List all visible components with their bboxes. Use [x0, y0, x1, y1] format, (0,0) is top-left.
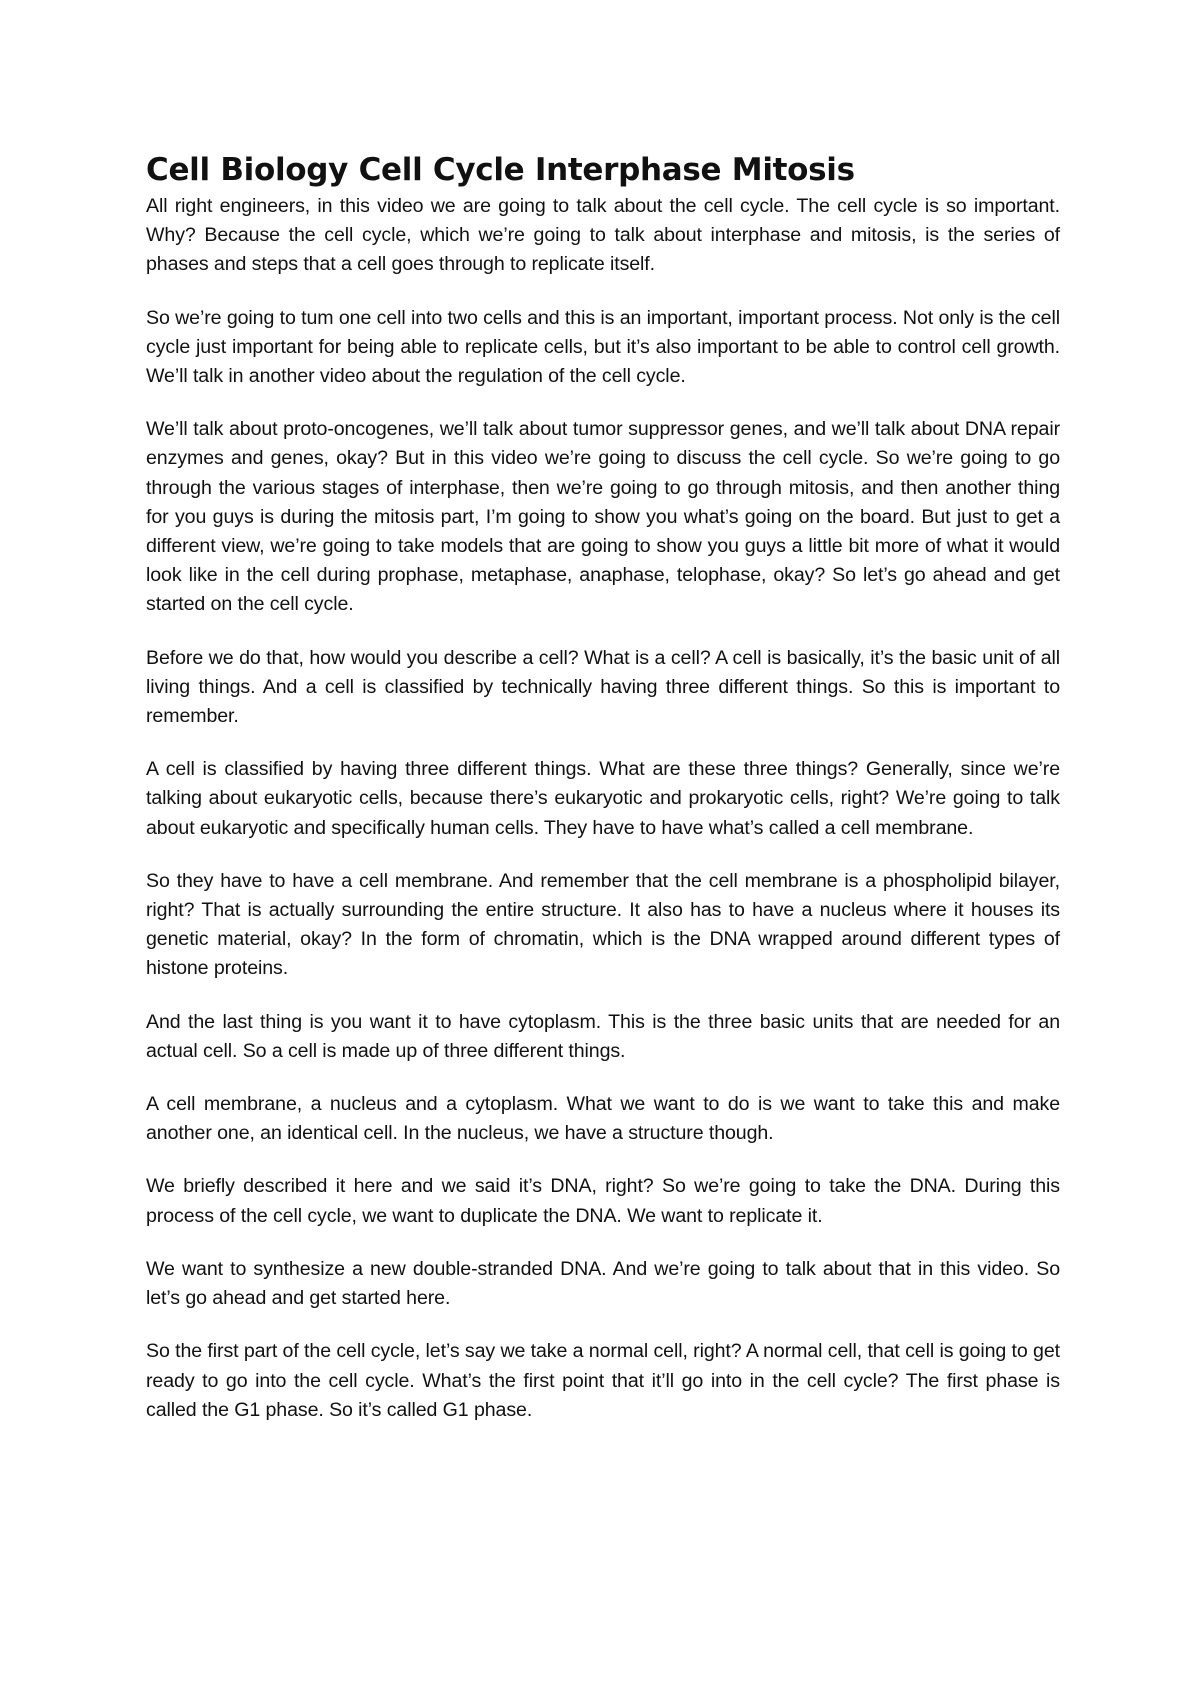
paragraph-intro: All right engineers, in this video we are going to talk about the cell cycle. The cell cycle is so important. Why? Because the cell cycle, which we’re going to talk about interphase and mitosis, is the series of phases and steps that a cell goes through to replicate itself.	[146, 195, 1060, 276]
paragraph-cell-membrane: So they have to have a cell membrane. And remember that the cell membrane is a phospholipid bilayer, right? That is actually surrounding the entire structure. It also has to have a nucleus where it houses its genetic material, okay? In the form of chromatin, which is the DNA wrapped around different types of histone proteins.	[146, 869, 1060, 980]
paragraph-synthesize-dna: We want to synthesize a new double-stranded DNA. And we’re going to talk about that in this video. So let’s go ahead and get started here.	[146, 1257, 1060, 1310]
paragraph-cytoplasm: And the last thing is you want it to have cytoplasm. This is the three basic units that are needed for an actual cell. So a cell is made up of three different things.	[146, 1010, 1060, 1062]
paragraph-duplicate-dna: We briefly described it here and we said it’s DNA, right? So we’re going to take the DNA. During this process of the cell cycle, we want to duplicate the DNA. We want to replicate it.	[146, 1175, 1060, 1227]
paragraph-g1-phase: So the first part of the cell cycle, let’s say we take a normal cell, right? A normal cell, that cell is going to get ready to go into the cell cycle. What’s the first point that it’ll go into in the cell cycle? The first phase is called the G1 phase. So it’s called G1 phase.	[146, 1340, 1060, 1421]
paragraph-identical-cell: A cell membrane, a nucleus and a cytoplasm. What we want to do is we want to take this and make another one, an identical cell. In the nucleus, we have a structure though.	[146, 1093, 1060, 1145]
paragraph-describe-a-cell: Before we do that, how would you describe a cell? What is a cell? A cell is basically, it’s the basic unit of all living things. And a cell is classified by technically having three different things. So this is important to remember.	[146, 646, 1060, 728]
document-page	[146, 150, 1060, 1449]
paragraph-proto-oncogenes: We’ll talk about proto-oncogenes, we’ll talk about tumor suppressor genes, and we’ll talk about DNA repair enzymes and genes, okay? But in this video we’re going to discuss the cell cycle. So we’re going to go through the various stages of interphase, then we’re going to go through mitosis, and then another thing for you guys is during the mitosis part, I’m going to show you what’s going on the board. But just to get a different view, we’re going to take models that are going to show you guys a little bit more of what it would look like in the cell during prophase, metaphase, anaphase, telophase, okay? So let’s go ahead and get started on the cell cycle.	[146, 418, 1060, 616]
paragraph-one-cell-into-two: So we’re going to tum one cell into two cells and this is an important, important process. Not only is the cell cycle just important for being able to replicate cells, but it’s also important to be able to control cell growth. We’ll talk in another video about the regulation of the cell cycle.	[146, 306, 1060, 388]
document-title: Cell Biology Cell Cycle Interphase Mitosis	[146, 152, 855, 188]
paragraph-three-things: A cell is classified by having three different things. What are these three things? Generally, since we’re talking about eukaryotic cells, because there’s eukaryotic and prokaryotic cells, right? We’re going to talk about eukaryotic and specifically human cells. They have to have what’s called a cell membrane.	[146, 758, 1060, 839]
